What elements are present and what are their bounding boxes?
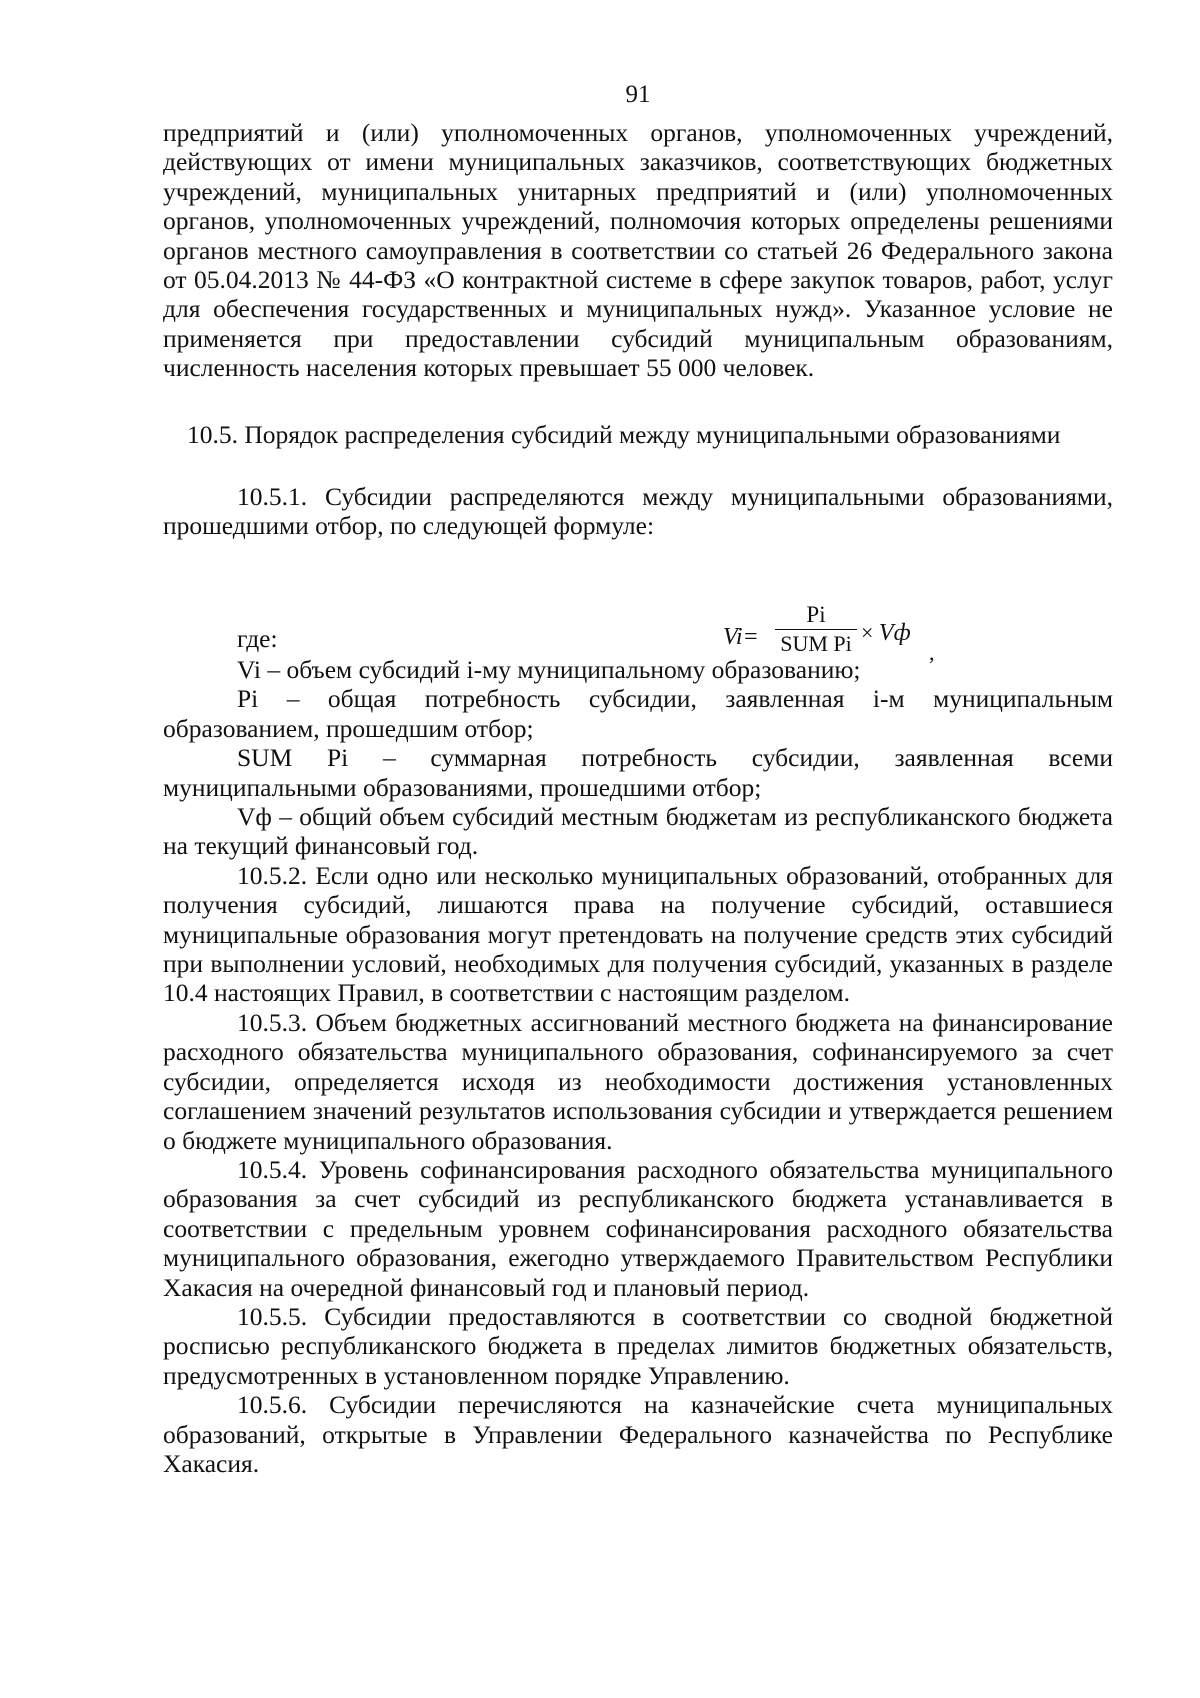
formula-trailing-comma: ,	[929, 640, 935, 665]
paragraph-10-5-1-block	[163, 482, 1113, 541]
formula-rhs-variable: Vф	[878, 620, 911, 646]
paragraph-10-5-6: 10.5.6. Субсидии перечисляются на казначейские счета муниципальных образований, открытые в Управлении Федерального казначейства по Республике Хакасия.	[163, 1390, 1113, 1478]
opening-paragraph: предприятий и (или) уполномоченных органов, уполномоченных учреждений, действующих от имени муниципальных заказчиков, соответствующих бюджетных учреждений, муниципальных унитарных предприятий и (или) уполномоченных органов, уполномоченных учреждений, полномочия которых определены решениями органов местного самоуправления в соответствии со статьей 26 Федерального закона от 05.04.2013 № 44-ФЗ «О контрактной системе в сфере закупок товаров, работ, услуг для обеспечения государственных и муниципальных нужд». Указанное условие не применяется при предоставлении субсидий муниципальным образованиям, численность населения которых превышает 55 000 человек.	[163, 118, 1113, 383]
formula-numerator: Pi	[806, 602, 826, 627]
definitions-list	[163, 655, 1113, 1478]
page-number: 91	[625, 81, 651, 108]
definition-vi: Vi – объем субсидий i-му муниципальному образованию;	[237, 655, 861, 684]
definition-sum-pi: SUM Pi – суммарная потребность субсидии, заявленная всеми муниципальными образованиями, прошедшими отбор;	[163, 743, 1113, 802]
paragraph-10-5-2: 10.5.2. Если одно или несколько муниципальных образований, отобранных для получения субсидий, лишаются права на получение субсидий, оставшиеся муниципальные образования могут претендовать на получение средств этих субсидий при выполнении условий, необходимых для получения субсидий, указанных в разделе 10.4 настоящих Правил, в соответствии с настоящим разделом.	[163, 860, 1113, 1008]
where-block	[163, 624, 1113, 653]
paragraph-10-5-4: 10.5.4. Уровень софинансирования расходного обязательства муниципального образования за счет субсидий из республиканского бюджета устанавливается в соответствии с предельным уровнем софинансирования расходного обязательства муниципального образования, ежегодно утверждаемого Правительством Республики Хакасия на очередной финансовый год и плановый период.	[163, 1154, 1113, 1302]
opening-paragraph-block	[163, 118, 1113, 383]
paragraph-10-5-3: 10.5.3. Объем бюджетных ассигнований местного бюджета на финансирование расходного обязательства муниципального образования, софинансируемого за счет субсидии, определяется исходя из необходимости достижения установленных соглашением значений результатов использования субсидии и утверждается решением о бюджете муниципального образования.	[163, 1007, 1113, 1155]
where-label: где:	[237, 624, 278, 653]
formula-lhs: Vi=	[723, 624, 759, 650]
section-heading-block	[163, 420, 1113, 450]
section-heading: 10.5. Порядок распределения субсидий между муниципальными образованиями	[187, 420, 1061, 449]
formula-denominator: SUM Pi	[780, 631, 852, 656]
paragraph-10-5-1: 10.5.1. Субсидии распределяются между муниципальными образованиями, прошедшими отбор, по следующей формуле:	[163, 482, 1113, 541]
definition-pi: Pi – общая потребность субсидии, заявленная i-м муниципальным образованием, прошедшим отбор;	[163, 684, 1113, 743]
paragraph-10-5-5: 10.5.5. Субсидии предоставляются в соответствии со сводной бюджетной росписью республиканского бюджета в пределах лимитов бюджетных обязательств, предусмотренных в установленном порядке Управлению.	[163, 1301, 1113, 1390]
definition-vf: Vф – общий объем субсидий местным бюджетам из республиканского бюджета на текущий финансовый год.	[163, 802, 1113, 861]
formula-times-sign: ×	[861, 620, 874, 645]
